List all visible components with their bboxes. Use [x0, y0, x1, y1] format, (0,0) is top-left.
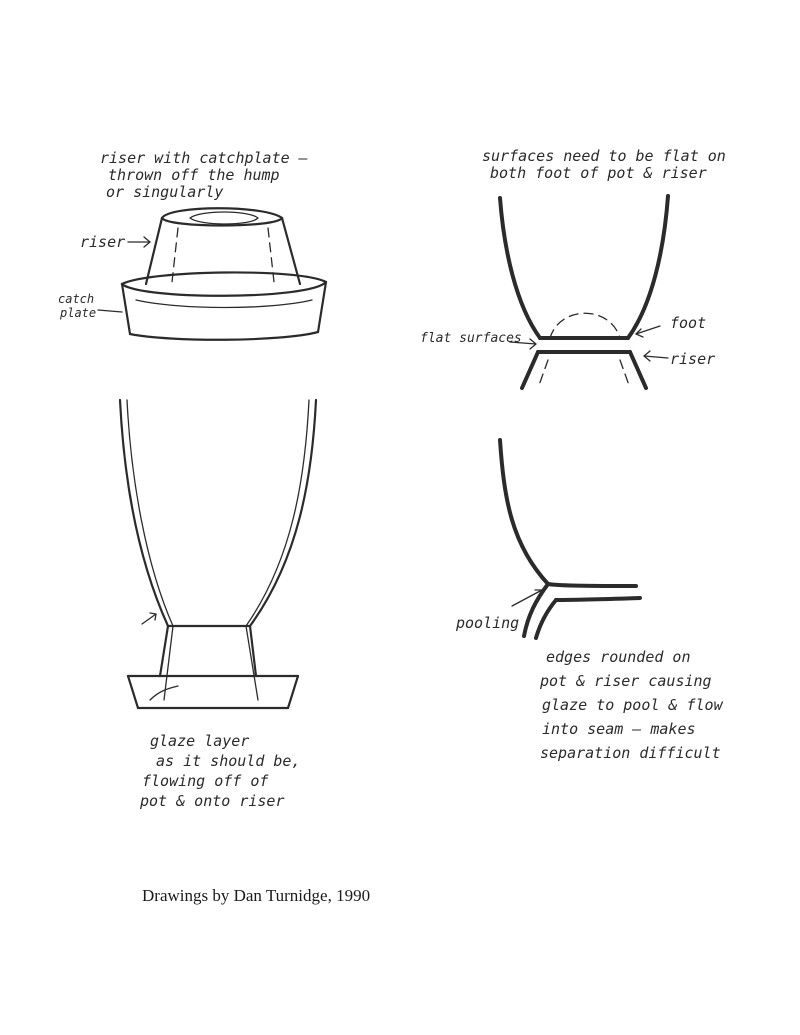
label-edges-1: edges rounded on — [546, 648, 691, 666]
label-glaze-1: glaze layer — [150, 732, 250, 750]
label-edges-5: separation difficult — [540, 744, 721, 762]
riser-with-catchplate-drawing — [98, 208, 326, 340]
label-foot: foot — [670, 314, 707, 332]
pooling-drawing — [500, 440, 640, 638]
label-pooling: pooling — [456, 614, 520, 632]
label-edges-2: pot & riser causing — [540, 672, 712, 690]
label-glaze-3: flowing off of — [142, 772, 269, 790]
label-riser-right: riser — [670, 350, 716, 368]
label-riser-catchplate-2: thrown off the hump — [108, 166, 280, 184]
label-riser: riser — [80, 233, 126, 251]
label-glaze-4: pot & onto riser — [140, 792, 285, 810]
figure-caption: Drawings by Dan Turnidge, 1990 — [142, 886, 371, 905]
label-surfaces-2: both foot of pot & riser — [490, 164, 707, 182]
label-riser-catchplate-1: riser with catchplate – — [100, 149, 308, 167]
label-surfaces-1: surfaces need to be flat on — [482, 147, 726, 165]
label-edges-4: into seam – makes — [542, 720, 696, 738]
label-catch-plate-1: catch — [58, 292, 95, 306]
label-riser-catchplate-3: or singularly — [106, 183, 224, 201]
flat-surfaces-drawing — [500, 196, 668, 388]
label-edges-3: glaze to pool & flow — [542, 696, 723, 714]
label-glaze-2: as it should be, — [156, 752, 301, 770]
label-flat-surfaces: flat surfaces — [420, 331, 522, 346]
glaze-layer-drawing — [120, 400, 316, 708]
label-catch-plate-2: plate — [60, 306, 97, 320]
